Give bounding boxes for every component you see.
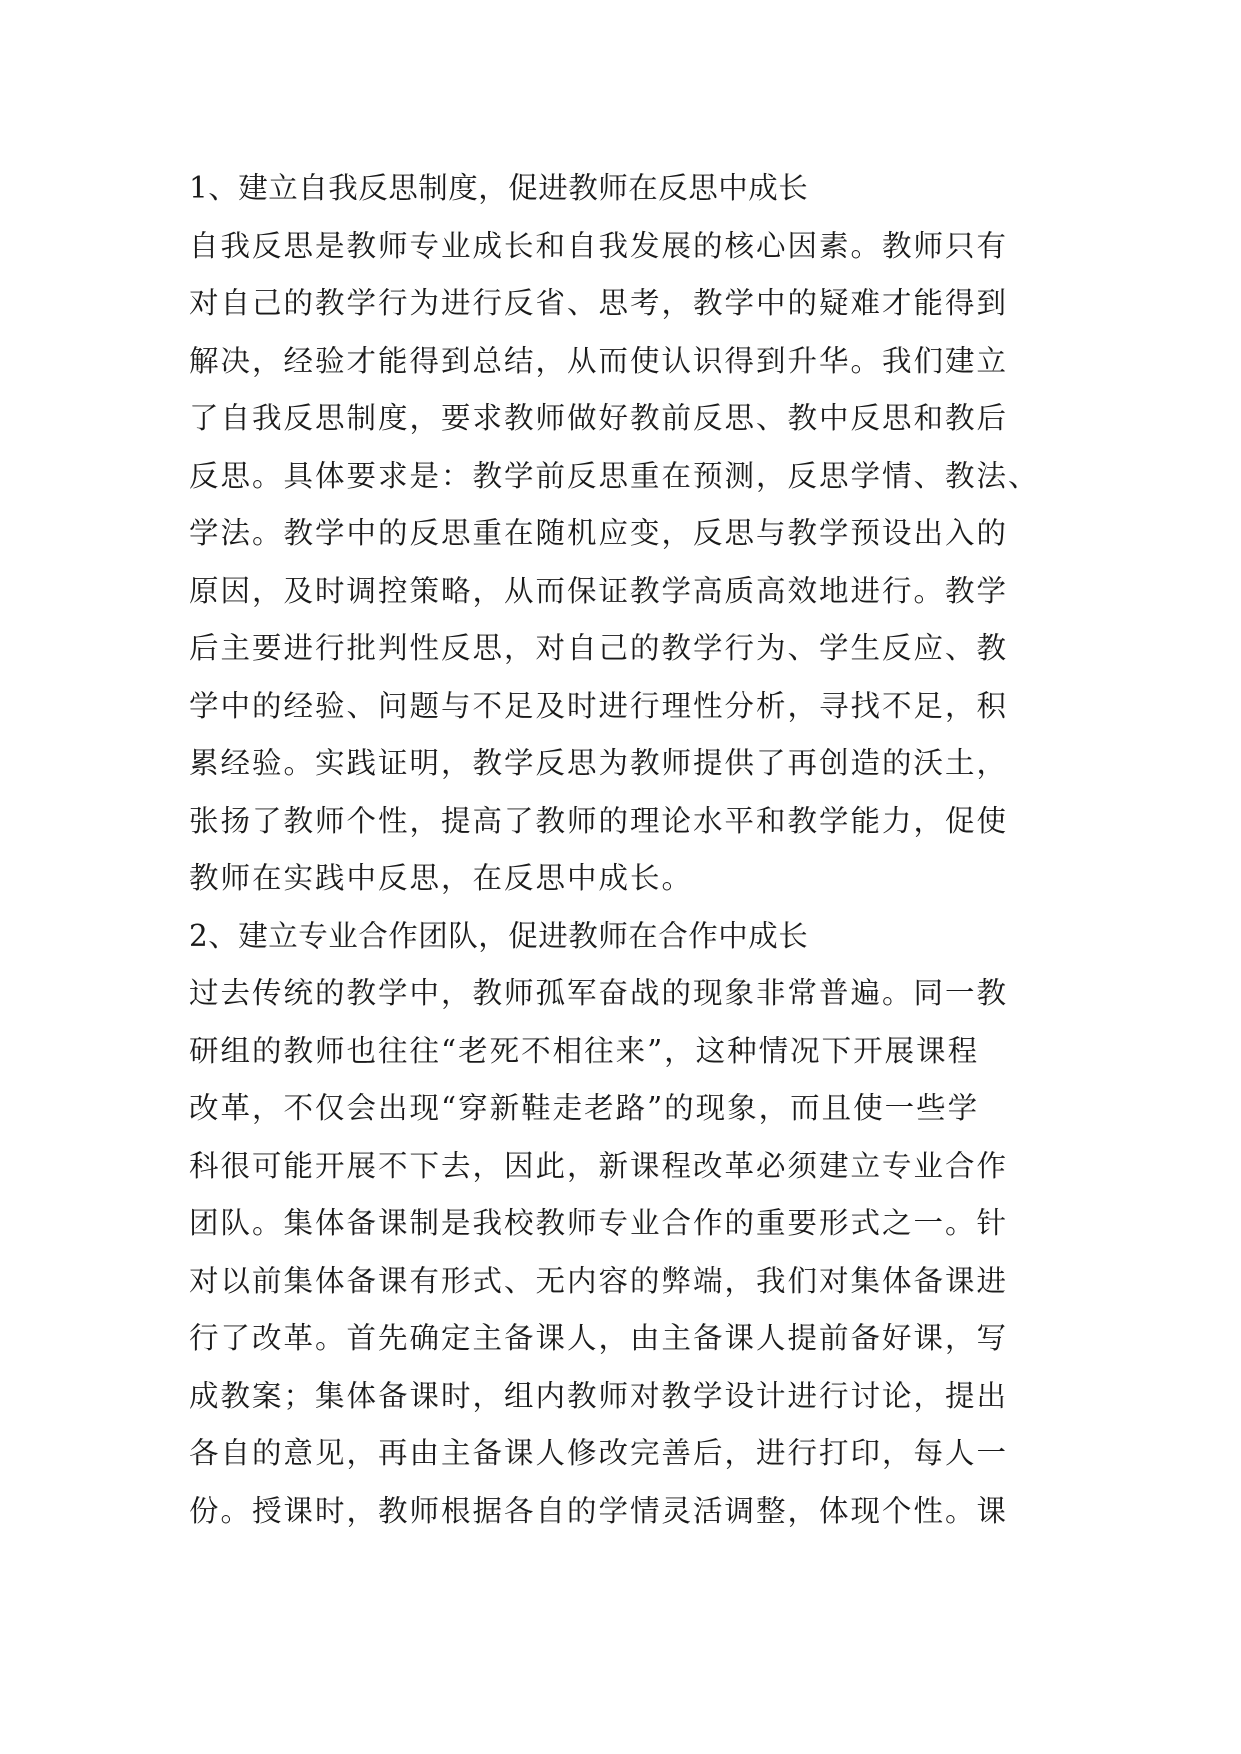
section-heading: 2、建立专业合作团队，促进教师在合作中成长 — [189, 918, 809, 953]
paragraph-line: 累经验。实践证明，教学反思为教师提供了再创造的沃土， — [189, 746, 1009, 780]
paragraph-line: 对以前集体备课有形式、无内容的弊端，我们对集体备课进 — [189, 1263, 1009, 1298]
paragraph-line: 改革，不仅会出现“穿新鞋走老路”的现象，而且使一些学 — [189, 1091, 980, 1125]
paragraph-line: 张扬了教师个性，提高了教师的理论水平和教学能力，促使 — [189, 803, 1009, 838]
paragraph-line: 教师在实践中反思，在反思中成长。 — [189, 861, 694, 895]
paragraph-line: 后主要进行批判性反思，对自己的教学行为、学生反应、教 — [189, 631, 1009, 665]
section-heading: 1、建立自我反思制度，促进教师在反思中成长 — [189, 171, 809, 205]
paragraph-line: 自我反思是教师专业成长和自我发展的核心因素。教师只有 — [189, 228, 1009, 263]
paragraph-line: 解决，经验才能得到总结，从而使认识得到升华。我们建立 — [189, 343, 1009, 378]
document-body — [189, 160, 1069, 1540]
paragraph-line: 科很可能开展不下去，因此，新课程改革必须建立专业合作 — [189, 1148, 1009, 1183]
paragraph-line: 研组的教师也往往“老死不相往来”，这种情况下开展课程 — [189, 1033, 980, 1068]
paragraph-line: 团队。集体备课制是我校教师专业合作的重要形式之一。针 — [189, 1206, 1009, 1240]
paragraph-line: 行了改革。首先确定主备课人，由主备课人提前备好课，写 — [189, 1321, 1009, 1355]
paragraph-line: 学法。教学中的反思重在随机应变，反思与教学预设出入的 — [189, 516, 1009, 550]
paragraph-line: 各自的意见，再由主备课人修改完善后，进行打印，每人一 — [189, 1436, 1009, 1470]
paragraph-line: 原因，及时调控策略，从而保证教学高质高效地进行。教学 — [189, 573, 1009, 608]
paragraph-line: 反思。具体要求是：教学前反思重在预测，反思学情、教法、 — [189, 458, 1040, 493]
paragraph-line: 份。授课时，教师根据各自的学情灵活调整，体现个性。课 — [189, 1493, 1009, 1528]
paragraph-line: 成教案；集体备课时，组内教师对教学设计进行讨论，提出 — [189, 1378, 1009, 1413]
paragraph-line: 学中的经验、问题与不足及时进行理性分析，寻找不足，积 — [189, 688, 1009, 723]
paragraph-line: 了自我反思制度，要求教师做好教前反思、教中反思和教后 — [189, 401, 1009, 435]
paragraph-line: 对自己的教学行为进行反省、思考，教学中的疑难才能得到 — [189, 286, 1009, 320]
paragraph-line: 过去传统的教学中，教师孤军奋战的现象非常普遍。同一教 — [189, 976, 1009, 1010]
